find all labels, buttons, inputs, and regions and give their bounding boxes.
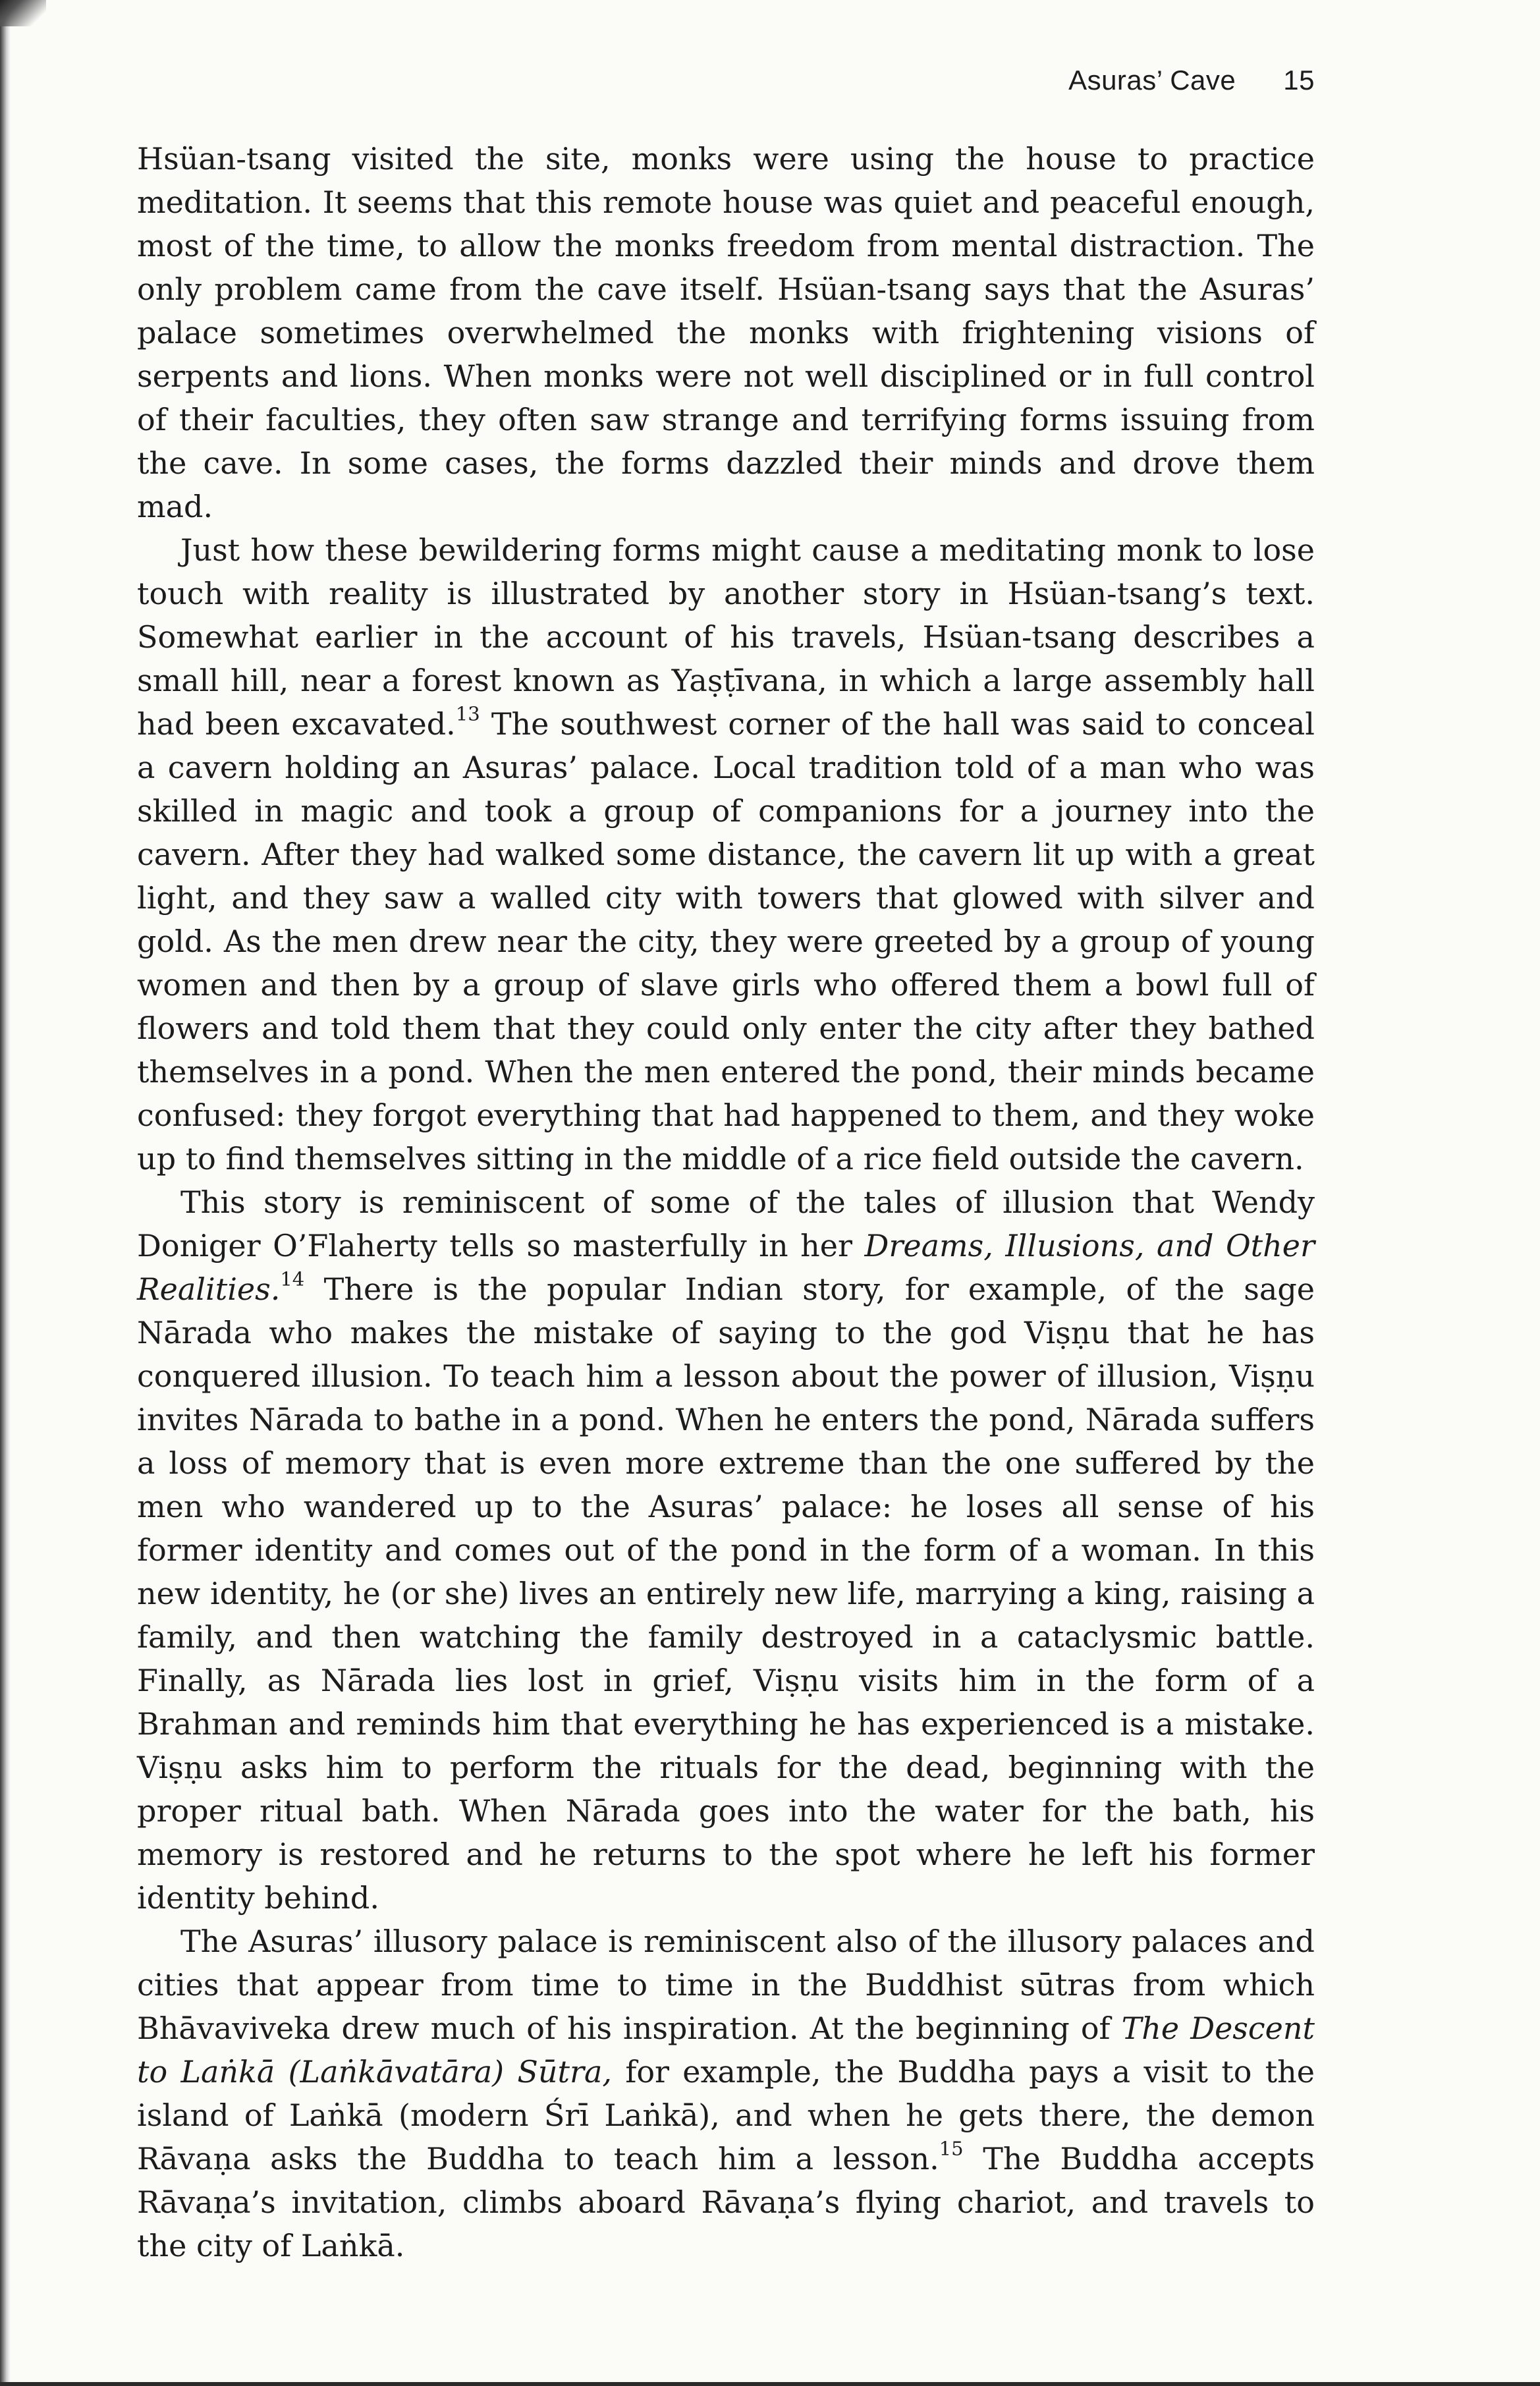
text-run: for example, the Buddha pays a visit to the island of Laṅkā (modern Śrī Laṅkā), and when he gets there, the demon Rāvaṇa asks the Buddha to teach him a lesson. <box>137 2054 1315 2177</box>
text-run: The Buddha accepts Rāvaṇa’s invitation, climbs aboard Rāvaṇa’s flying chariot, and travels to the city of Laṅkā. <box>137 2141 1315 2263</box>
book-title: Dreams, Illusions, and Other Realities. <box>137 1228 1315 1307</box>
text-run: This story is reminiscent of some of the tales of illusion that Wendy Doniger O’Flaherty tells so masterfully in her <box>137 1184 1315 1263</box>
footnote-ref-13: 13 <box>455 702 480 725</box>
text-run: Hsüan-tsang visited the site, monks were using the house to practice meditation. It seems that this remote house was quiet and peaceful enough, most of the time, to allow the monks freedom from mental distraction. The only problem came from the cave itself. Hsüan-tsang says that the Asuras’ palace sometimes overwhelmed the monks with frightening visions of serpents and lions. When monks were not well disciplined or in full control of their faculties, they often saw strange and terrifying forms issuing from the cave. In some cases, the forms dazzled their minds and drove them mad. <box>137 141 1315 524</box>
text-run: The southwest corner of the hall was said to conceal a cavern holding an Asuras’ palace. Local tradition told of a man who was skilled in magic and took a group of companions for a journey into the cavern. After they had walked some distance, the cavern lit up with a great light, and they saw a walled city with towers that glowed with silver and gold. As the men drew near the city, they were greeted by a group of young women and then by a group of slave girls who offered them a bowl full of flowers and told them that they could only enter the city after they bathed themselves in a pond. When the men entered the pond, their minds became confused: they forgot everything that had happened to them, and they woke up to find themselves sitting in the middle of a rice field outside the cavern. <box>137 706 1315 1177</box>
footnote-ref-14: 14 <box>280 1267 305 1290</box>
text-run: Just how these bewildering forms might cause a meditating monk to lose touch with reality is illustrated by another story in Hsüan-tsang’s text. Somewhat earlier in the account of his travels, Hsüan-tsang describes a small hill, near a forest known as Yaṣṭīvana, in which a large assembly hall had been excavated. <box>137 532 1315 742</box>
scan-edge <box>0 0 11 2386</box>
running-head <box>1068 65 1315 96</box>
sutra-title: The Descent to Laṅkā (Laṅkāvatāra) Sūtra, <box>137 2011 1315 2090</box>
paragraph-3 <box>137 1180 1315 1920</box>
paragraph-2 <box>137 528 1315 1180</box>
scan-bottom-edge <box>0 2382 1540 2386</box>
text-run: There is the popular Indian story, for example, of the sage Nārada who makes the mistake of saying to the god Viṣṇu that he has conquered illusion. To teach him a lesson about the power of illusion, Viṣṇu invites Nārada to bathe in a pond. When he enters the pond, Nārada suffers a loss of memory that is even more extreme than the one suffered by the men who wandered up to the Asuras’ palace: he loses all sense of his former identity and comes out of the pond in the form of a woman. In this new identity, he (or she) lives an entirely new life, marrying a king, raising a family, and then watching the family destroyed in a cataclysmic battle. Finally, as Nārada lies lost in grief, Viṣṇu visits him in the form of a Brahman and reminds him that everything he has experienced is a mistake. Viṣṇu asks him to perform the rituals for the dead, beginning with the proper ritual bath. When Nārada goes into the water for the bath, his memory is restored and he returns to the spot where he left his former identity behind. <box>137 1271 1315 1916</box>
footnote-ref-15: 15 <box>939 2137 964 2160</box>
running-title: Asuras’ Cave <box>1068 65 1236 96</box>
paragraph-1 <box>137 137 1315 528</box>
text-run: The Asuras’ illusory palace is reminiscent also of the illusory palaces and cities that appear from time to time in the Buddhist sūtras from which Bhāvaviveka drew much of his inspiration. At the beginning of <box>137 1924 1315 2046</box>
body-text <box>137 137 1315 2267</box>
scan-corner-shadow <box>0 0 46 26</box>
page-number: 15 <box>1283 65 1315 96</box>
paragraph-4 <box>137 1920 1315 2267</box>
